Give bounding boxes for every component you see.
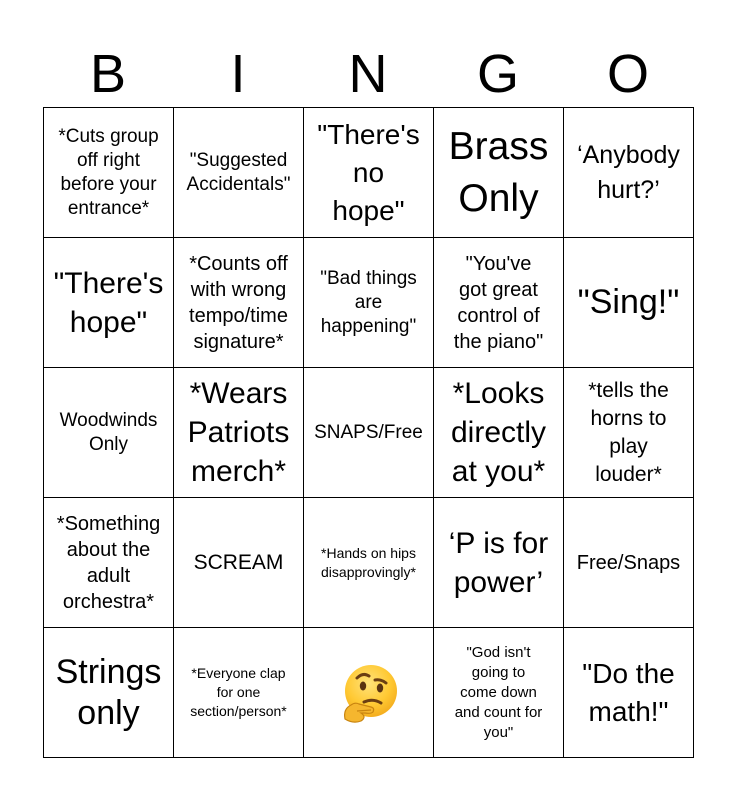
thinking-face-icon: [337, 661, 401, 725]
bingo-cell-r5-c5[interactable]: [564, 628, 694, 758]
bingo-cell-r5-c1[interactable]: [44, 628, 174, 758]
cell-label: Free/Snaps: [576, 551, 681, 574]
header-letter-n: N: [348, 44, 388, 104]
cell-label: "Sing!": [577, 283, 680, 321]
header-letter-i: I: [230, 44, 246, 104]
bingo-cell-r3-c2[interactable]: [174, 368, 304, 498]
cell-label: ‘P is for power’: [448, 526, 549, 599]
cell-label: *tells the horns to play louder*: [588, 378, 669, 486]
bingo-cell-r4-c4[interactable]: [434, 498, 564, 628]
bingo-cell-r2-c4[interactable]: [434, 238, 564, 368]
cell-label: *Counts off with wrong tempo/time signature*: [189, 252, 288, 353]
bingo-cell-r1-c3[interactable]: [304, 108, 434, 238]
bingo-cell-r4-c1[interactable]: [44, 498, 174, 628]
bingo-cell-r2-c2[interactable]: [174, 238, 304, 368]
bingo-cell-r5-c3-free[interactable]: [304, 628, 434, 758]
bingo-cell-r1-c5[interactable]: [564, 108, 694, 238]
bingo-cell-r3-c4[interactable]: [434, 368, 564, 498]
cell-label: "Bad things are happening": [320, 267, 417, 337]
cell-label: *Wears Patriots merch*: [187, 377, 290, 488]
bingo-cell-r3-c5[interactable]: [564, 368, 694, 498]
bingo-cell-r2-c5[interactable]: [564, 238, 694, 368]
cell-label: Brass Only: [448, 124, 549, 220]
bingo-cell-r1-c1[interactable]: [44, 108, 174, 238]
bingo-cell-r2-c3[interactable]: [304, 238, 434, 368]
bingo-header: [43, 40, 693, 108]
cell-label: *Something about the adult orchestra*: [56, 512, 161, 613]
cell-label: Woodwinds Only: [59, 409, 158, 455]
cell-label: "Do the math!": [582, 657, 675, 727]
bingo-cell-r3-c3[interactable]: [304, 368, 434, 498]
header-letter-o: O: [606, 44, 649, 104]
cell-label: Strings only: [55, 652, 162, 732]
cell-label: ‘Anybody hurt?’: [577, 140, 680, 204]
bingo-cell-r4-c3[interactable]: [304, 498, 434, 628]
cell-label: "Suggested Accidentals": [186, 149, 291, 195]
header-letter-g: G: [476, 44, 519, 104]
bingo-cell-r1-c4[interactable]: [434, 108, 564, 238]
cell-label: *Cuts group off right before your entrance*: [58, 125, 159, 219]
bingo-cell-r1-c2[interactable]: [174, 108, 304, 238]
cell-label: SNAPS/Free: [314, 421, 423, 443]
cell-label: "You've got great control of the piano": [453, 252, 544, 353]
bingo-cell-r5-c4[interactable]: [434, 628, 564, 758]
cell-label: "There's no hope": [317, 118, 420, 226]
bingo-cell-r3-c1[interactable]: [44, 368, 174, 498]
cell-label: "There's hope": [53, 266, 164, 339]
bingo-cell-r4-c2[interactable]: [174, 498, 304, 628]
cell-label: *Hands on hips disapprovingly*: [321, 544, 416, 580]
bingo-cell-r4-c5[interactable]: [564, 498, 694, 628]
cell-label: "God isn't going to come down and count for you": [454, 643, 543, 741]
cell-label: *Looks directly at you*: [450, 377, 547, 488]
bingo-cell-r2-c1[interactable]: [44, 238, 174, 368]
bingo-cell-r5-c2[interactable]: [174, 628, 304, 758]
bingo-board: [43, 107, 694, 758]
cell-label: SCREAM: [193, 550, 284, 574]
header-letter-b: B: [89, 44, 127, 104]
cell-label: *Everyone clap for one section/person*: [190, 665, 287, 719]
